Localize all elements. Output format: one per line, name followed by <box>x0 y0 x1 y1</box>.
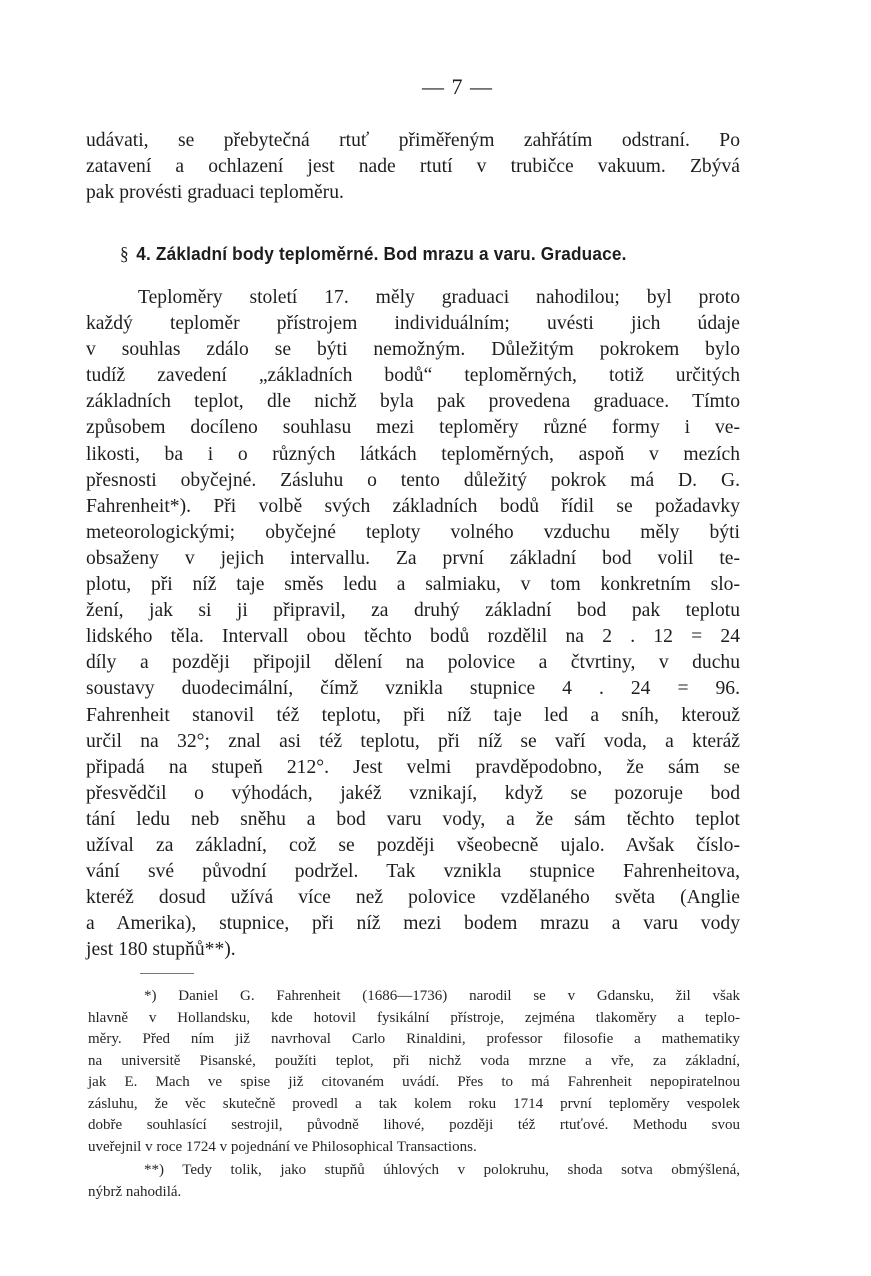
footnote-line: dobře souhlasící sestrojil, původně lihové, později též rtuťové. Methodu svou <box>88 1117 740 1133</box>
text-line: žení, jak si ji připravil, za druhý základní bod pak teplotu <box>86 600 740 622</box>
text-line: meteorologickými; obyčejné teploty volného vzduchu měly býti <box>86 521 740 543</box>
section-title: 4. Základní body teploměrné. Bod mrazu a varu. Graduace. <box>136 243 627 264</box>
text-line: způsobem docíleno souhlasu mezi teploměry různé formy i ve- <box>86 417 740 439</box>
paragraph-1 <box>86 128 740 206</box>
text-line: Fahrenheit*). Při volbě svých základních bodů řídil se požadavky <box>86 495 740 517</box>
text-line: tudíž zavedení „základních bodů“ teploměrných, totiž určitých <box>86 365 740 387</box>
text-line: udávati, se přebytečná rtuť přiměřeným zahřátím odstraní. Po <box>86 130 740 151</box>
text-line: a Amerika), stupnice, při níž mezi bodem mrazu a varu vody <box>86 913 740 935</box>
text-line: jest 180 stupňů**). <box>86 939 236 961</box>
footnote-line: nýbrž nahodilá. <box>88 1183 182 1200</box>
footnote-line: na universitě Pisanské, použíti teplot, při nichž voda mrzne a vře, za základní, <box>88 1052 740 1069</box>
text-line: plotu, při níž taje směs ledu a salmiaku, v tom konkretním slo- <box>86 574 740 596</box>
text-line: obsaženy v jejich intervallu. Za první základní bod volil te- <box>86 547 740 569</box>
text-line: kteréž dosud užívá více než polovice vzdělaného světa (Anglie <box>86 887 740 909</box>
text-line: tání ledu neb sněhu a bod varu vody, a že sám těchto teplot <box>86 808 740 830</box>
section-heading <box>120 243 627 266</box>
text-line: Fahrenheit stanovil též teplotu, při níž taje led a sníh, kterouž <box>86 704 740 726</box>
footnote-line: hlavně v Hollandsku, kde hotovil fysikální přístroje, zejména tlakoměry a teplo- <box>88 1009 740 1026</box>
text-line: soustavy duodecimální, čímž vznikla stupnice 4 . 24 = 96. <box>86 678 740 700</box>
text-line: v souhlas zdálo se býti nemožným. Důležitým pokrokem bylo <box>86 339 740 361</box>
text-line: přesvědčil o výhodách, jakéž vznikají, když se pozoruje bod <box>86 782 740 804</box>
footnote-divider <box>140 973 194 974</box>
text-line: užíval za základní, což se později všeobecně ujalo. Avšak číslo- <box>86 834 740 856</box>
text-line: lidského těla. Intervall obou těchto bodů rozdělil na 2 . 12 = 24 <box>86 626 740 648</box>
paragraph-2 <box>86 285 740 963</box>
text-line: likosti, ba i o různých látkách teploměrných, aspoň v mezích <box>86 443 740 465</box>
footnote-line: uveřejnil v roce 1724 v pojednání ve Philosophical Transactions. <box>88 1138 477 1155</box>
section-sign: § <box>120 245 129 265</box>
footnote-line: měry. Před ním již navrhoval Carlo Rinaldini, professor filosofie a mathematiky <box>88 1031 740 1047</box>
text-line: zatavení a ochlazení jest nade rtutí v trubičce vakuum. Zbývá <box>86 156 740 178</box>
footnote-line: **) Tedy tolik, jako stupňů úhlových v polokruhu, shoda sotva obmýšlená, <box>144 1162 740 1178</box>
footnote-2 <box>88 1160 740 1203</box>
text-line: vání své původní podržel. Tak vznikla stupnice Fahrenheitova, <box>86 861 740 883</box>
page-number: — 7 — <box>422 74 493 99</box>
text-line: přesnosti obyčejné. Zásluhu o tento důležitý pokrok má D. G. <box>86 469 740 491</box>
text-line: určil na 32°; znal asi též teplotu, při níž se vaří voda, a kteráž <box>86 730 740 752</box>
text-line: díly a později připojil dělení na polovice a čtvrtiny, v duchu <box>86 652 740 674</box>
text-line: připadá na stupeň 212°. Jest velmi pravděpodobno, že sám se <box>86 756 740 778</box>
text-line: základních teplot, dle nichž byla pak provedena graduace. Tímto <box>86 391 740 413</box>
footnote-line: jak E. Mach ve spise již citovaném uvádí. Přes to má Fahrenheit nepopiratelnou <box>88 1074 740 1090</box>
text-line: pak provésti graduaci teploměru. <box>86 182 344 204</box>
text-line: Teploměry století 17. měly graduaci nahodilou; byl proto <box>138 287 740 308</box>
footnote-line: *) Daniel G. Fahrenheit (1686—1736) narodil se v Gdansku, žil však <box>144 988 740 1004</box>
footnote-1 <box>88 986 740 1158</box>
text-line: každý teploměr přístrojem individuálním; uvésti jich údaje <box>86 313 740 335</box>
footnote-line: zásluhu, že věc skutečně provedl a tak kolem roku 1714 první teploměry vespolek <box>88 1095 740 1112</box>
